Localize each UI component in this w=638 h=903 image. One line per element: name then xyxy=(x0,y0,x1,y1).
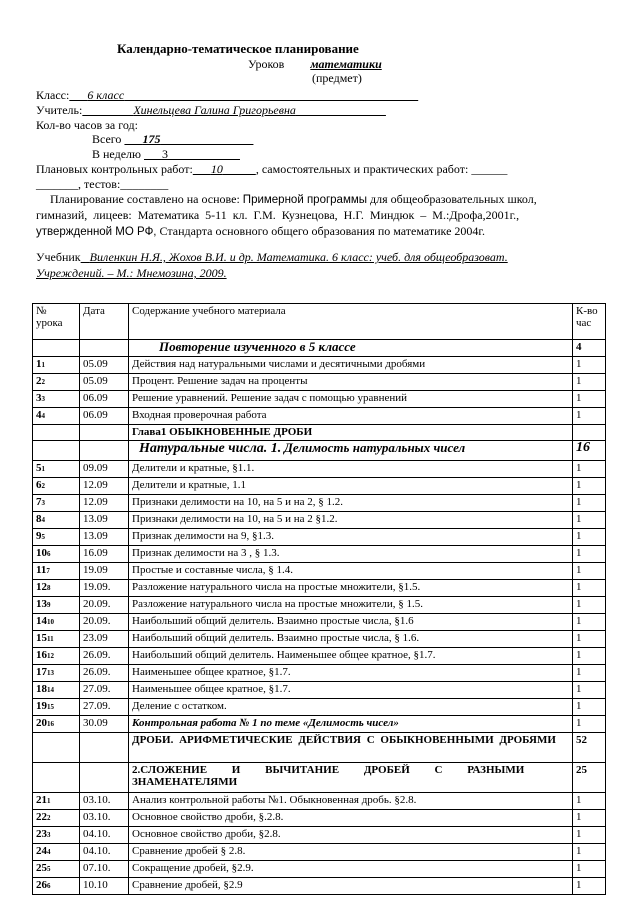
lesson-hours: 1 xyxy=(573,529,606,546)
textbook-blank xyxy=(81,250,90,264)
week-label: В неделю xyxy=(92,147,141,161)
lesson-hours: 1 xyxy=(573,512,606,529)
table-row xyxy=(33,827,606,844)
table-row xyxy=(33,844,606,861)
lessons-table xyxy=(32,303,606,895)
lesson-number-cell xyxy=(33,878,80,895)
lesson-number: 19 xyxy=(36,700,47,712)
lesson-number: 13 xyxy=(36,598,47,610)
basis-line-1 xyxy=(50,192,537,207)
lesson-number-cell xyxy=(33,563,80,580)
section-title-repeat: Повторение изученного в 5 классе xyxy=(129,340,573,357)
table-row xyxy=(33,580,606,597)
lesson-sub-number: 2 xyxy=(47,814,51,822)
lesson-sub-number: 14 xyxy=(47,686,54,694)
subject-value: математики xyxy=(310,57,382,71)
lesson-number: 1 xyxy=(36,358,42,370)
lesson-topic: Признаки делимости на 10, на 5 и на 2 §1.2. xyxy=(129,512,573,529)
lesson-hours: 1 xyxy=(573,597,606,614)
section-addition: 2.СЛОЖЕНИЕ И ВЫЧИТАНИЕ ДРОБЕЙ С РАЗНЫМИ ЗНАМЕНАТЕЛЯМИ xyxy=(132,764,525,788)
tests-line: _______, тестов:________ xyxy=(36,177,169,191)
basis-part-1: Планирование составлено на основе: xyxy=(50,192,240,206)
table-row xyxy=(33,529,606,546)
lesson-number: 18 xyxy=(36,683,47,695)
lessons-table-body xyxy=(33,304,606,895)
lesson-number: 9 xyxy=(36,530,42,542)
lesson-sub-number: 4 xyxy=(41,412,45,420)
lesson-number: 4 xyxy=(36,409,42,421)
lesson-hours: 1 xyxy=(573,631,606,648)
section-natural-b: Делимость натуральных чисел xyxy=(284,440,466,455)
table-row xyxy=(33,861,606,878)
empty-cell xyxy=(33,441,80,461)
lesson-hours: 1 xyxy=(573,408,606,425)
table-row xyxy=(33,408,606,425)
chapter-title: Глава1 ОБЫКНОВЕННЫЕ ДРОБИ xyxy=(132,426,313,438)
page-title: Календарно-тематическое планирование xyxy=(117,41,359,56)
lesson-hours: 1 xyxy=(573,810,606,827)
lesson-number-cell xyxy=(33,631,80,648)
section-row-fractions xyxy=(33,733,606,763)
table-row xyxy=(33,597,606,614)
lesson-sub-number: 2 xyxy=(41,482,45,490)
table-row xyxy=(33,878,606,895)
empty-cell xyxy=(80,733,129,763)
teacher-blank-2 xyxy=(296,103,386,117)
table-row xyxy=(33,793,606,810)
empty-cell xyxy=(80,763,129,793)
section-hours: 25 xyxy=(573,763,606,793)
week-value: 3 xyxy=(161,147,168,161)
lesson-number: 3 xyxy=(36,392,42,404)
lesson-number-cell xyxy=(33,495,80,512)
lesson-topic: Наименьшее общее кратное, §1.7. xyxy=(129,682,573,699)
lesson-sub-number: 4 xyxy=(47,848,51,856)
lesson-sub-number: 7 xyxy=(46,567,50,575)
lesson-sub-number: 1 xyxy=(41,361,45,369)
empty-cell xyxy=(80,425,129,441)
table-row xyxy=(33,665,606,682)
section-row-addition xyxy=(33,763,606,793)
lesson-hours: 1 xyxy=(573,716,606,733)
lesson-topic: Делители и кратные, 1.1 xyxy=(129,478,573,495)
header-cell-number xyxy=(33,304,80,340)
lesson-date: 12.09 xyxy=(80,495,129,512)
lesson-number-cell xyxy=(33,827,80,844)
header-hours-text: К-во xyxy=(576,305,598,317)
lesson-topic: Процент. Решение задач на проценты xyxy=(129,374,573,391)
basis-approved: утвержденной МО РФ, xyxy=(36,226,157,238)
lesson-sub-number: 6 xyxy=(47,550,51,558)
textbook-line-1 xyxy=(36,250,508,264)
lesson-topic: Основное свойство дроби, §2.8. xyxy=(129,827,573,844)
lesson-date: 16.09 xyxy=(80,546,129,563)
control-value: 10 xyxy=(210,162,223,176)
lesson-topic: Признак делимости на 9, §1.3. xyxy=(129,529,573,546)
week-blank xyxy=(144,147,162,161)
lesson-date: 10.10 xyxy=(80,878,129,895)
lesson-number: 15 xyxy=(36,632,47,644)
lesson-hours: 1 xyxy=(573,374,606,391)
lesson-date: 27.09. xyxy=(80,699,129,716)
lesson-number-cell xyxy=(33,546,80,563)
lesson-sub-number: 6 xyxy=(47,882,51,890)
control-rest: , самостоятельных и практических работ: ______ xyxy=(255,162,508,176)
lesson-date: 19.09 xyxy=(80,563,129,580)
lesson-number-cell xyxy=(33,597,80,614)
lesson-hours: 1 xyxy=(573,546,606,563)
lesson-topic: Наибольший общий делитель. Взаимно простые числа, §1.6 xyxy=(129,614,573,631)
lesson-sub-number: 5 xyxy=(47,865,51,873)
lesson-hours: 1 xyxy=(573,861,606,878)
lesson-sub-number: 9 xyxy=(47,601,51,609)
lesson-topic: Признаки делимости на 10, на 5 и на 2, § 1.2. xyxy=(129,495,573,512)
table-row xyxy=(33,512,606,529)
section-title xyxy=(129,425,573,441)
lesson-number-cell xyxy=(33,716,80,733)
lesson-hours: 1 xyxy=(573,699,606,716)
table-row xyxy=(33,810,606,827)
total-line xyxy=(92,132,253,146)
header-cell-date: Дата xyxy=(80,304,129,340)
lesson-topic: Сокращение дробей, §2.9. xyxy=(129,861,573,878)
lesson-date: 06.09 xyxy=(80,408,129,425)
lesson-hours: 1 xyxy=(573,461,606,478)
table-row xyxy=(33,648,606,665)
lesson-topic: Контрольная работа № 1 по теме «Делимость чисел» xyxy=(129,716,573,733)
control-blank-2 xyxy=(223,162,256,176)
lesson-sub-number: 12 xyxy=(47,652,54,660)
lesson-date: 04.10. xyxy=(80,827,129,844)
table-row xyxy=(33,374,606,391)
lesson-date: 23.09 xyxy=(80,631,129,648)
lesson-number: 20 xyxy=(36,717,47,729)
lesson-topic: Разложение натурального числа на простые множители, §1.5. xyxy=(129,580,573,597)
lesson-hours: 1 xyxy=(573,827,606,844)
lesson-number: 6 xyxy=(36,479,42,491)
lesson-date: 13.09 xyxy=(80,512,129,529)
lesson-number: 26 xyxy=(36,879,47,891)
lesson-hours: 1 xyxy=(573,878,606,895)
lesson-number-cell xyxy=(33,580,80,597)
lesson-hours: 1 xyxy=(573,614,606,631)
lesson-number-cell xyxy=(33,682,80,699)
lesson-number: 17 xyxy=(36,666,47,678)
table-row xyxy=(33,391,606,408)
lesson-hours: 1 xyxy=(573,793,606,810)
section-title xyxy=(129,441,573,461)
lessons-text: Уроков xyxy=(248,57,285,71)
lesson-number-cell xyxy=(33,699,80,716)
lesson-number: 2 xyxy=(36,375,42,387)
lesson-date: 06.09 xyxy=(80,391,129,408)
lesson-number-cell xyxy=(33,793,80,810)
lesson-date: 20.09. xyxy=(80,614,129,631)
lesson-date: 26.09. xyxy=(80,665,129,682)
lesson-topic: Сравнение дробей, §2.9 xyxy=(129,878,573,895)
lesson-topic: Признак делимости на 3 , § 1.3. xyxy=(129,546,573,563)
lesson-topic: Разложение натурального числа на простые множители, § 1.5. xyxy=(129,597,573,614)
textbook-value-2: Учреждений. – М.: Мнемозина, 2009. xyxy=(36,266,227,280)
lesson-topic: Действия над натуральными числами и десятичными дробями xyxy=(129,357,573,374)
table-row xyxy=(33,461,606,478)
empty-cell xyxy=(33,733,80,763)
lesson-date: 05.09 xyxy=(80,374,129,391)
teacher-line xyxy=(36,103,386,117)
lesson-date: 26.09. xyxy=(80,648,129,665)
lesson-number: 12 xyxy=(36,581,47,593)
lesson-topic: Основное свойство дроби, §.2.8. xyxy=(129,810,573,827)
lesson-number-cell xyxy=(33,529,80,546)
table-row xyxy=(33,614,606,631)
lesson-number: 16 xyxy=(36,649,47,661)
lesson-number: 8 xyxy=(36,513,42,525)
week-line xyxy=(92,147,240,161)
table-row xyxy=(33,546,606,563)
lesson-topic: Входная проверочная работа xyxy=(129,408,573,425)
lesson-date: 30.09 xyxy=(80,716,129,733)
lesson-sub-number: 3 xyxy=(41,395,45,403)
lesson-topic: Наибольший общий делитель. Взаимно простые числа, § 1.6. xyxy=(129,631,573,648)
lesson-date: 05.09 xyxy=(80,357,129,374)
section-hours: 52 xyxy=(573,733,606,763)
lesson-topic: Наименьшее общее кратное, §1.7. xyxy=(129,665,573,682)
lesson-topic: Деление с остатком. xyxy=(129,699,573,716)
lesson-date: 13.09 xyxy=(80,529,129,546)
lesson-number-cell xyxy=(33,614,80,631)
empty-cell xyxy=(80,441,129,461)
lesson-date: 03.10. xyxy=(80,793,129,810)
textbook-label: Учебник xyxy=(36,250,81,264)
lesson-sub-number: 15 xyxy=(47,703,54,711)
table-row xyxy=(33,682,606,699)
lesson-number: 7 xyxy=(36,496,42,508)
basis-line-2: гимназий, лицеев: Математика 5-11 кл. Г.М. Кузнецова, Н.Г. Миндюк – М.:Дрофа,2001г., xyxy=(36,208,520,222)
lesson-number: 22 xyxy=(36,811,47,823)
table-header-row xyxy=(33,304,606,340)
lesson-number: 11 xyxy=(36,564,47,576)
empty-cell xyxy=(80,340,129,357)
lesson-sub-number: 10 xyxy=(47,618,54,626)
lesson-topic: Решение уравнений. Решение задач с помощью уравнений xyxy=(129,391,573,408)
header-cell-content: Содержание учебного материала xyxy=(129,304,573,340)
section-title xyxy=(129,733,573,763)
table-row xyxy=(33,563,606,580)
header-hours-text-2: час xyxy=(576,317,592,329)
basis-part-2: для общеобразовательных школ, xyxy=(370,192,537,206)
lesson-sub-number: 1 xyxy=(47,797,51,805)
section-title xyxy=(129,763,573,793)
section-row-chapter1 xyxy=(33,425,606,441)
lesson-number: 10 xyxy=(36,547,47,559)
table-row xyxy=(33,495,606,512)
lesson-sub-number: 5 xyxy=(41,533,45,541)
lesson-number-cell xyxy=(33,512,80,529)
teacher-value: Хинельцева Галина Григорьевна xyxy=(133,103,296,117)
empty-cell xyxy=(33,763,80,793)
lesson-sub-number: 1 xyxy=(41,465,45,473)
control-line xyxy=(36,162,507,176)
teacher-label: Учитель: xyxy=(36,103,83,117)
lesson-sub-number: 2 xyxy=(41,378,45,386)
total-blank-2 xyxy=(160,132,253,146)
lesson-number-cell xyxy=(33,391,80,408)
total-label: Всего xyxy=(92,132,122,146)
lesson-number-cell xyxy=(33,648,80,665)
lesson-hours: 1 xyxy=(573,478,606,495)
lesson-number-cell xyxy=(33,861,80,878)
subject-caption: (предмет) xyxy=(312,71,362,85)
lesson-hours: 1 xyxy=(573,682,606,699)
lesson-date: 19.09. xyxy=(80,580,129,597)
table-row xyxy=(33,716,606,733)
lesson-number-cell xyxy=(33,665,80,682)
lesson-hours: 1 xyxy=(573,563,606,580)
lesson-number-cell xyxy=(33,810,80,827)
table-row xyxy=(33,478,606,495)
lesson-date: 09.09 xyxy=(80,461,129,478)
lesson-hours: 1 xyxy=(573,580,606,597)
class-line xyxy=(36,88,418,102)
section-hours-repeat: 4 xyxy=(573,340,606,357)
lesson-number-cell xyxy=(33,844,80,861)
lesson-hours: 1 xyxy=(573,391,606,408)
basis-program: Примерной программы xyxy=(242,194,368,206)
section-row-repeat xyxy=(33,340,606,357)
table-row xyxy=(33,631,606,648)
lesson-number-cell xyxy=(33,374,80,391)
lesson-hours: 1 xyxy=(573,665,606,682)
class-label: Класс: xyxy=(36,88,70,102)
lesson-sub-number: 16 xyxy=(47,720,54,728)
lesson-sub-number: 4 xyxy=(41,516,45,524)
lesson-date: 20.09. xyxy=(80,597,129,614)
lesson-hours: 1 xyxy=(573,844,606,861)
lesson-date: 07.10. xyxy=(80,861,129,878)
hours-label: Кол-во часов за год: xyxy=(36,118,138,132)
basis-line-3 xyxy=(36,224,485,239)
section-natural-a: Натуральные числа. 1. xyxy=(139,441,282,456)
lesson-sub-number: 11 xyxy=(47,635,54,643)
lesson-number-cell xyxy=(33,357,80,374)
lesson-date: 03.10. xyxy=(80,810,129,827)
table-row xyxy=(33,357,606,374)
lesson-sub-number: 13 xyxy=(47,669,54,677)
lesson-topic: Наибольший общий делитель. Наименьшее общее кратное, §1.7. xyxy=(129,648,573,665)
lesson-topic: Сравнение дробей § 2.8. xyxy=(129,844,573,861)
lesson-topic: Делители и кратные, §1.1. xyxy=(129,461,573,478)
lesson-number: 25 xyxy=(36,862,47,874)
empty-cell xyxy=(33,425,80,441)
header-cell-hours xyxy=(573,304,606,340)
lesson-sub-number: 3 xyxy=(47,831,51,839)
lesson-hours: 1 xyxy=(573,648,606,665)
lesson-topic: Анализ контрольной работы №1. Обыкновенная дробь. §2.8. xyxy=(129,793,573,810)
lesson-number: 24 xyxy=(36,845,47,857)
class-value-text: 6 класс xyxy=(87,88,125,102)
section-fractions: ДРОБИ. АРИФМЕТИЧЕСКИЕ ДЕЙСТВИЯ С ОБЫКНОВЕННЫМИ ДРОБЯМИ xyxy=(132,734,556,746)
section-hours: 16 xyxy=(573,441,606,461)
lessons-label xyxy=(248,57,382,71)
class-value xyxy=(69,88,418,102)
teacher-blank xyxy=(82,103,133,117)
lesson-date: 04.10. xyxy=(80,844,129,861)
lesson-number: 21 xyxy=(36,794,47,806)
lesson-hours: 1 xyxy=(573,357,606,374)
lesson-sub-number: 8 xyxy=(47,584,51,592)
lesson-date: 27.09. xyxy=(80,682,129,699)
header-number-text: № xyxy=(36,305,47,317)
header-number-text-2: урока xyxy=(36,317,63,329)
lesson-number-cell xyxy=(33,461,80,478)
control-blank xyxy=(193,162,211,176)
empty-cell xyxy=(33,340,80,357)
lesson-hours: 1 xyxy=(573,495,606,512)
control-label: Плановых контрольных работ: xyxy=(36,162,193,176)
table-row xyxy=(33,699,606,716)
lesson-number-cell xyxy=(33,478,80,495)
lesson-number: 14 xyxy=(36,615,47,627)
section-row-natural xyxy=(33,441,606,461)
basis-standard: Стандарта основного общего образования по математике 2004г. xyxy=(159,224,485,238)
section-hours xyxy=(573,425,606,441)
lesson-number: 5 xyxy=(36,462,42,474)
total-blank xyxy=(124,132,142,146)
lesson-number-cell xyxy=(33,408,80,425)
week-blank-2 xyxy=(168,147,240,161)
textbook-value-1: Виленкин Н.Я., Жохов В.И. и др. Математика. 6 класс: учеб. для общеобразоват. xyxy=(89,250,508,264)
lesson-sub-number: 3 xyxy=(41,499,45,507)
lesson-date: 12.09 xyxy=(80,478,129,495)
lesson-number: 23 xyxy=(36,828,47,840)
total-value: 175 xyxy=(142,132,161,146)
lesson-topic: Простые и составные числа, § 1.4. xyxy=(129,563,573,580)
